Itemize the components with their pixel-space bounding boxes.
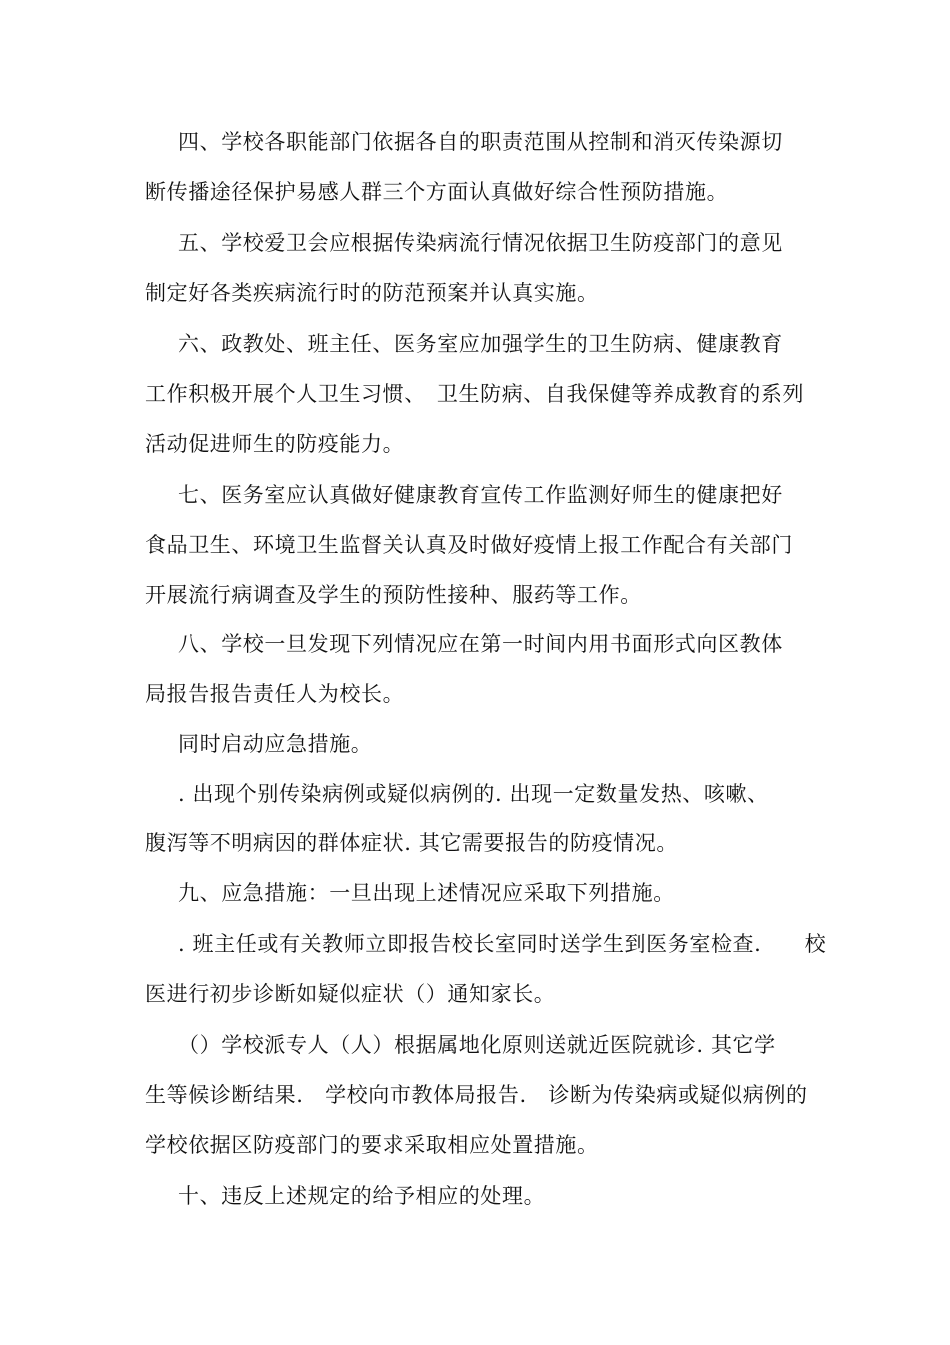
text-line-16: 九、应急措施：一旦出现上述情况应采取下列措施。 (178, 881, 675, 905)
text-line-14: . 出现个别传染病例或疑似病例的. 出现一定数量发热、咳嗽、 (178, 782, 769, 806)
text-line-9: 食品卫生、环境卫生监督关认真及时做好疫情上报工作配合有关部门 (145, 533, 793, 557)
text-line-12: 局报告报告责任人为校长。 (145, 682, 405, 706)
text-line-15: 腹泻等不明病因的群体症状. 其它需要报告的防疫情况。 (145, 831, 678, 855)
text-line-11: 八、学校一旦发现下列情况应在第一时间内用书面形式向区教体 (178, 632, 783, 656)
text-line-4: 制定好各类疾病流行时的防范预案并认真实施。 (145, 281, 599, 305)
text-line-17: . 班主任或有关教师立即报告校长室同时送学生到医务室检查. 校 (178, 932, 827, 956)
text-line-21: 学校依据区防疫部门的要求采取相应处置措施。 (145, 1133, 599, 1157)
text-line-2: 断传播途径保护易感人群三个方面认真做好综合性预防措施。 (145, 180, 729, 204)
text-line-1: 四、学校各职能部门依据各自的职责范围从控制和消灭传染源切 (178, 130, 783, 154)
text-line-3: 五、学校爱卫会应根据传染病流行情况依据卫生防疫部门的意见 (178, 231, 783, 255)
text-line-13: 同时启动应急措施。 (178, 732, 373, 756)
text-line-19: （）学校派专人（人）根据属地化原则送就近医院就诊. 其它学 (178, 1033, 776, 1057)
text-line-18: 医进行初步诊断如疑似症状（）通知家长。 (145, 982, 556, 1006)
text-line-5: 六、政教处、班主任、医务室应加强学生的卫生防病、健康教育 (178, 332, 783, 356)
text-line-22: 十、违反上述规定的给予相应的处理。 (178, 1184, 546, 1208)
text-line-7: 活动促进师生的防疫能力。 (145, 432, 405, 456)
text-line-10: 开展流行病调查及学生的预防性接种、服药等工作。 (145, 583, 642, 607)
text-line-6: 工作积极开展个人卫生习惯、 卫生防病、自我保健等养成教育的系列 (145, 382, 805, 406)
text-line-20: 生等候诊断结果. 学校向市教体局报告. 诊断为传染病或疑似病例的 (145, 1083, 808, 1107)
text-line-8: 七、医务室应认真做好健康教育宣传工作监测好师生的健康把好 (178, 483, 783, 507)
